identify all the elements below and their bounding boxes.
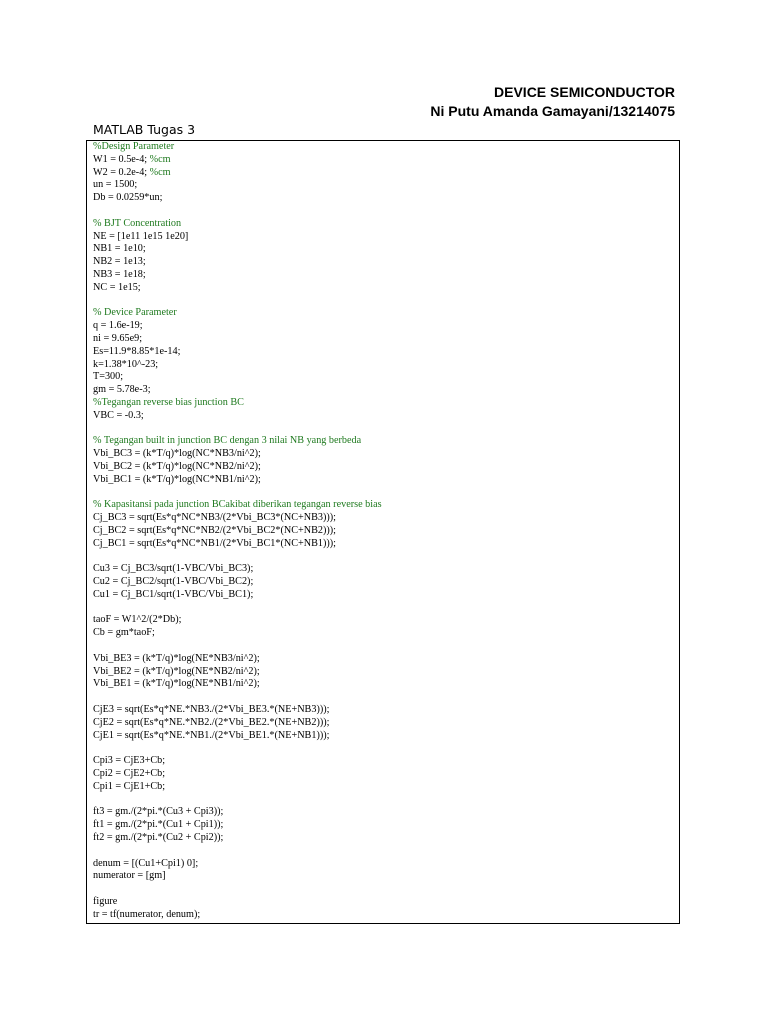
- code-comment: %Design Parameter: [93, 141, 175, 152]
- code-line: [93, 346, 679, 359]
- code-line: [93, 794, 679, 807]
- code-text: ft2 = gm./(2*pi.*(Cu2 + Cpi2));: [93, 832, 224, 844]
- code-line: [93, 678, 679, 691]
- code-comment: % BJT Concentration: [93, 217, 182, 229]
- code-line: [93, 461, 679, 474]
- code-text: ft1 = gm./(2*pi.*(Cu1 + Cpi1));: [93, 819, 224, 831]
- code-comment: % Device Parameter: [93, 307, 177, 319]
- code-text: un = 1500;: [93, 179, 138, 191]
- code-line: [93, 576, 679, 589]
- code-comment: %Tegangan reverse bias junction BC: [93, 396, 244, 408]
- code-text: VBC = -0.3;: [93, 409, 144, 421]
- code-line: [93, 845, 679, 858]
- code-line: [93, 896, 679, 909]
- code-text: k=1.38*10^-23;: [93, 358, 159, 370]
- code-text: Vbi_BC2 = (k*T/q)*log(NC*NB2/ni^2);: [93, 460, 261, 472]
- code-line: [93, 192, 679, 205]
- section-heading: MATLAB Tugas 3: [93, 122, 196, 137]
- code-line: [93, 602, 679, 615]
- code-comment: %cm: [149, 153, 171, 165]
- code-line: [93, 256, 679, 269]
- code-text: CjE3 = sqrt(Es*q*NE.*NB3./(2*Vbi_BE3.*(NE+NB3)));: [93, 704, 330, 716]
- code-line: [93, 179, 679, 192]
- code-text: Db = 0.0259*un;: [93, 192, 163, 204]
- code-text: ft3 = gm./(2*pi.*(Cu3 + Cpi3));: [93, 806, 224, 818]
- code-line: [93, 691, 679, 704]
- code-text: Es=11.9*8.85*1e-14;: [93, 345, 181, 357]
- document-title: DEVICE SEMICONDUCTOR: [494, 84, 675, 100]
- code-line: [93, 614, 679, 627]
- code-line: [93, 768, 679, 781]
- code-line: [93, 269, 679, 282]
- code-line: [93, 320, 679, 333]
- code-text: Vbi_BC1 = (k*T/q)*log(NC*NB1/ni^2);: [93, 473, 261, 485]
- code-line: [93, 154, 679, 167]
- code-line: [93, 883, 679, 896]
- code-line: [93, 563, 679, 576]
- code-line: [93, 423, 679, 436]
- code-text: Cj_BC3 = sqrt(Es*q*NC*NB3/(2*Vbi_BC3*(NC+NB3)));: [93, 512, 336, 524]
- code-line: [93, 627, 679, 640]
- code-text: NC = 1e15;: [93, 281, 141, 293]
- code-line: [93, 538, 679, 551]
- code-text: NB3 = 1e18;: [93, 268, 146, 280]
- code-line: [93, 819, 679, 832]
- code-text: figure: [93, 896, 118, 908]
- code-line: [93, 806, 679, 819]
- code-line: [93, 295, 679, 308]
- code-text: denum = [(Cu1+Cpi1) 0];: [93, 857, 199, 869]
- code-line: [93, 231, 679, 244]
- code-text: Cpi1 = CjE1+Cb;: [93, 780, 166, 792]
- code-line: [93, 371, 679, 384]
- code-listing: [87, 141, 679, 922]
- code-text: Cb = gm*taoF;: [93, 627, 155, 639]
- code-line: [93, 243, 679, 256]
- code-comment: % Kapasitansi pada junction BCakibat diberikan tegangan reverse bias: [93, 499, 382, 511]
- code-comment: % Tegangan built in junction BC dengan 3 nilai NB yang berbeda: [93, 435, 362, 447]
- code-line: [93, 653, 679, 666]
- code-text: Cu3 = Cj_BC3/sqrt(1-VBC/Vbi_BC3);: [93, 563, 254, 575]
- code-text: Cpi2 = CjE2+Cb;: [93, 768, 166, 780]
- code-line: [93, 410, 679, 423]
- code-text: numerator = [gm]: [93, 870, 166, 882]
- code-line: [93, 717, 679, 730]
- code-text: Vbi_BC3 = (k*T/q)*log(NC*NB3/ni^2);: [93, 448, 261, 460]
- code-text: Vbi_BE2 = (k*T/q)*log(NE*NB2/ni^2);: [93, 665, 260, 677]
- code-text: ni = 9.65e9;: [93, 332, 143, 344]
- code-line: [93, 307, 679, 320]
- code-line: [93, 282, 679, 295]
- code-line: [93, 742, 679, 755]
- code-line: [93, 755, 679, 768]
- code-text: tr = tf(numerator, denum);: [93, 908, 201, 920]
- code-text: T=300;: [93, 371, 124, 383]
- code-text: Cpi3 = CjE3+Cb;: [93, 755, 166, 767]
- code-line: [93, 666, 679, 679]
- code-text: NB1 = 1e10;: [93, 243, 146, 255]
- code-line: [93, 333, 679, 346]
- code-line: [93, 870, 679, 883]
- code-text: Vbi_BE3 = (k*T/q)*log(NE*NB3/ni^2);: [93, 652, 260, 664]
- code-line: [93, 640, 679, 653]
- code-line: [93, 487, 679, 500]
- code-line: [93, 167, 679, 180]
- code-line: [93, 730, 679, 743]
- code-line: [93, 551, 679, 564]
- code-text: CjE1 = sqrt(Es*q*NE.*NB1./(2*Vbi_BE1.*(NE+NB1)));: [93, 729, 330, 741]
- code-text: CjE2 = sqrt(Es*q*NE.*NB2./(2*Vbi_BE2.*(NE+NB2)));: [93, 716, 330, 728]
- code-line: [93, 512, 679, 525]
- code-text: Vbi_BE1 = (k*T/q)*log(NE*NB1/ni^2);: [93, 678, 260, 690]
- code-line: [93, 205, 679, 218]
- code-line: [93, 141, 679, 154]
- code-line: [93, 858, 679, 871]
- code-line: [93, 909, 679, 922]
- code-line: [93, 359, 679, 372]
- code-text: taoF = W1^2/(2*Db);: [93, 614, 182, 626]
- code-line: [93, 704, 679, 717]
- code-comment: %cm: [149, 166, 171, 178]
- code-text: Cj_BC1 = sqrt(Es*q*NC*NB1/(2*Vbi_BC1*(NC+NB1)));: [93, 537, 336, 549]
- code-line: [93, 435, 679, 448]
- code-text: W1 = 0.5e-4;: [93, 153, 150, 165]
- code-line: [93, 589, 679, 602]
- code-text: q = 1.6e-19;: [93, 320, 143, 332]
- code-line: [93, 384, 679, 397]
- author-line: Ni Putu Amanda Gamayani/13214075: [430, 103, 675, 119]
- code-text: Cj_BC2 = sqrt(Es*q*NC*NB2/(2*Vbi_BC2*(NC+NB2)));: [93, 524, 336, 536]
- code-text: W2 = 0.2e-4;: [93, 166, 150, 178]
- code-line: [93, 218, 679, 231]
- code-box: [86, 140, 680, 924]
- code-line: [93, 397, 679, 410]
- code-line: [93, 448, 679, 461]
- code-line: [93, 832, 679, 845]
- code-line: [93, 499, 679, 512]
- code-text: NB2 = 1e13;: [93, 256, 146, 268]
- code-line: [93, 781, 679, 794]
- code-text: NE = [1e11 1e15 1e20]: [93, 230, 189, 242]
- code-text: Cu2 = Cj_BC2/sqrt(1-VBC/Vbi_BC2);: [93, 576, 254, 588]
- code-text: Cu1 = Cj_BC1/sqrt(1-VBC/Vbi_BC1);: [93, 588, 254, 600]
- code-line: [93, 525, 679, 538]
- code-text: gm = 5.78e-3;: [93, 384, 151, 396]
- code-line: [93, 474, 679, 487]
